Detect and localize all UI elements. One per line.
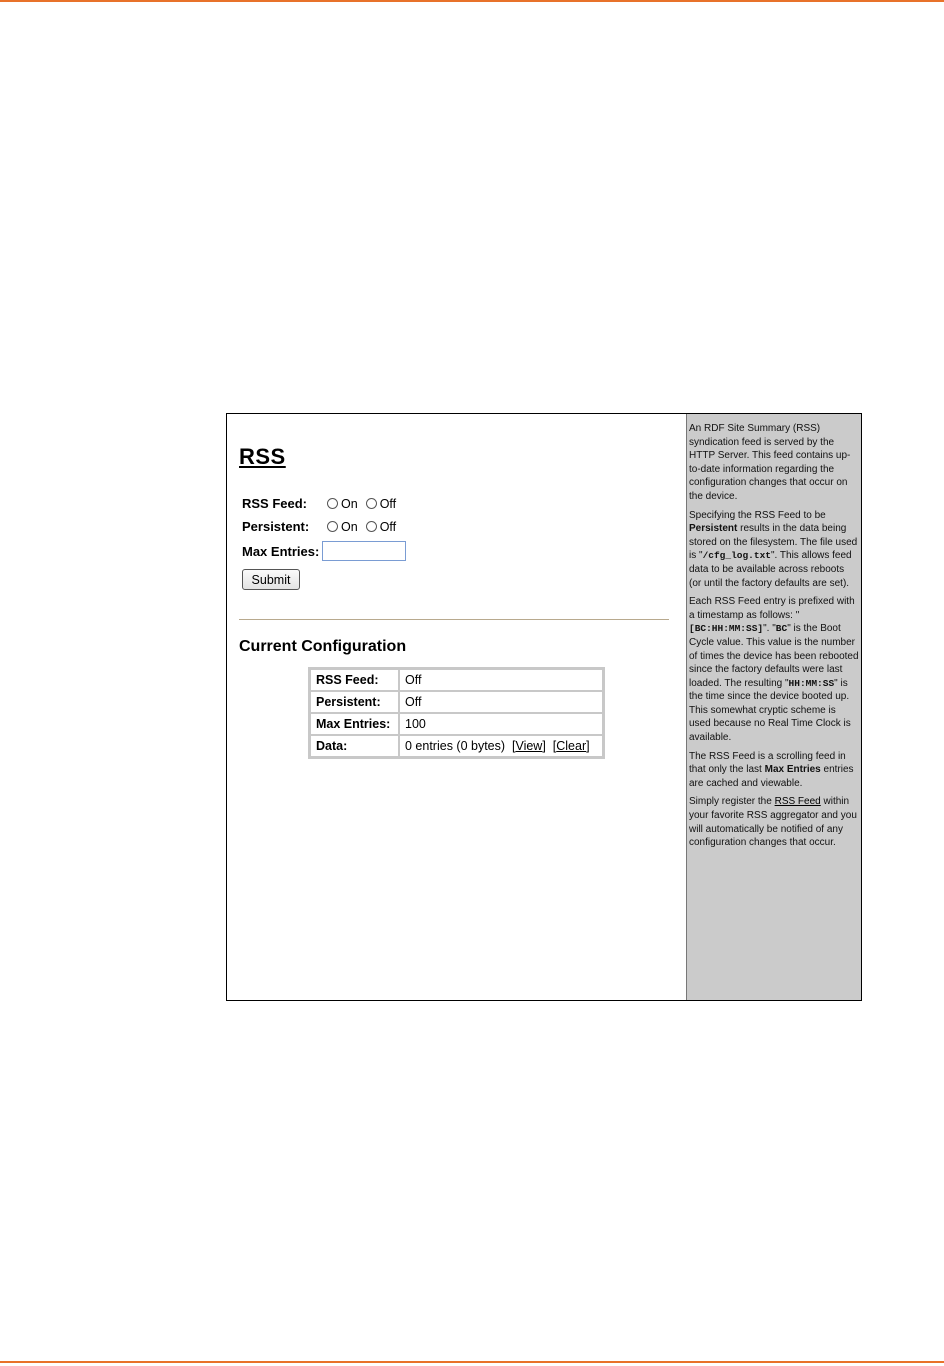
rss-screenshot-frame [226,413,862,1001]
help-code: /cfg_log.txt [702,550,771,562]
config-key: Data: [310,735,399,757]
persistent-label: Persistent: [242,519,310,534]
help-text: The RSS Feed is a scrolling feed in that only the last [689,750,846,776]
help-text: within your favorite RSS aggregator and you will automatically be notified of any configuration changes that occur. [689,796,857,849]
max-entries-input[interactable] [322,541,406,561]
rss-feed-label: RSS Feed: [242,496,308,511]
help-paragraph [689,422,859,504]
rss-feed-off-label: Off [379,496,397,511]
config-data-value: 0 entries (0 bytes) [View] [Clear] [399,735,603,757]
help-code: BC [775,623,788,635]
table-row [310,735,603,757]
section-divider [239,619,669,620]
view-link[interactable]: View [515,739,543,753]
current-configuration-title: Current Configuration [239,638,407,655]
rss-feed-row [242,496,404,511]
page-title: RSS [239,444,286,469]
help-text: Simply register the [689,796,775,808]
current-configuration-table [308,667,605,759]
persistent-radio-group [327,520,404,534]
help-text: entries are cached and viewable. [689,764,854,789]
config-key: Max Entries: [310,713,399,735]
max-entries-label: Max Entries: [242,543,320,559]
clear-link[interactable]: Clear [556,739,587,753]
config-key: Persistent: [310,691,399,713]
config-key: RSS Feed: [310,669,399,691]
persistent-on-label: On [341,519,358,534]
help-paragraph [689,595,859,745]
submit-button[interactable]: Submit [242,569,300,590]
help-text: " is the Boot Cycle value. This value is the number of times the device has been rebooted since the factory defaults were last loaded. The resulting " [689,623,859,689]
persistent-row [242,519,404,534]
max-entries-row [242,541,406,561]
help-text: An RDF Site Summary (RSS) syndication feed is served by the HTTP Server. This feed contains up-to-date information regarding the configuration changes that occur on the device. [689,423,851,502]
help-text: " is the time since the device booted up. This somewhat cryptic scheme is used because no Real Time Clock is available. [689,677,851,744]
help-code: HH:MM:SS [788,677,835,689]
rss-feed-on-radio[interactable] [327,498,338,509]
rss-feed-off-radio[interactable] [366,498,377,509]
help-paragraph [689,795,859,849]
config-value: Off [399,691,603,713]
help-code: [BC:HH:MM:SS] [689,623,764,635]
help-sidebar [686,414,861,1000]
help-text: ". This allows feed data to be available across reboots (or until the factory defaults are set). [689,550,852,589]
help-paragraph [689,509,859,591]
persistent-off-label: Off [379,519,397,534]
persistent-off-radio[interactable] [366,521,377,532]
table-row [310,713,603,735]
page-top-rule [0,0,944,2]
help-text: Specifying the RSS Feed to be [689,509,826,521]
rss-feed-on-label: On [341,496,358,511]
help-bold: Max Entries [764,764,821,776]
rss-main-panel [227,414,686,1000]
table-row [310,669,603,691]
persistent-on-radio[interactable] [327,521,338,532]
rss-feed-link[interactable]: RSS Feed [774,796,821,808]
config-value: 100 [399,713,603,735]
help-text: Each RSS Feed entry is prefixed with a timestamp as follows: " [689,596,855,621]
page-bottom-rule [0,1361,944,1363]
help-text: ". " [763,623,776,635]
help-paragraph [689,750,859,791]
help-text: results in the data being stored on the filesystem. The file used is " [689,523,858,562]
data-size-text: 0 entries (0 bytes) [405,739,506,753]
help-bold: Persistent [689,523,738,535]
table-row [310,691,603,713]
rss-feed-radio-group [327,497,404,511]
config-value: Off [399,669,603,691]
